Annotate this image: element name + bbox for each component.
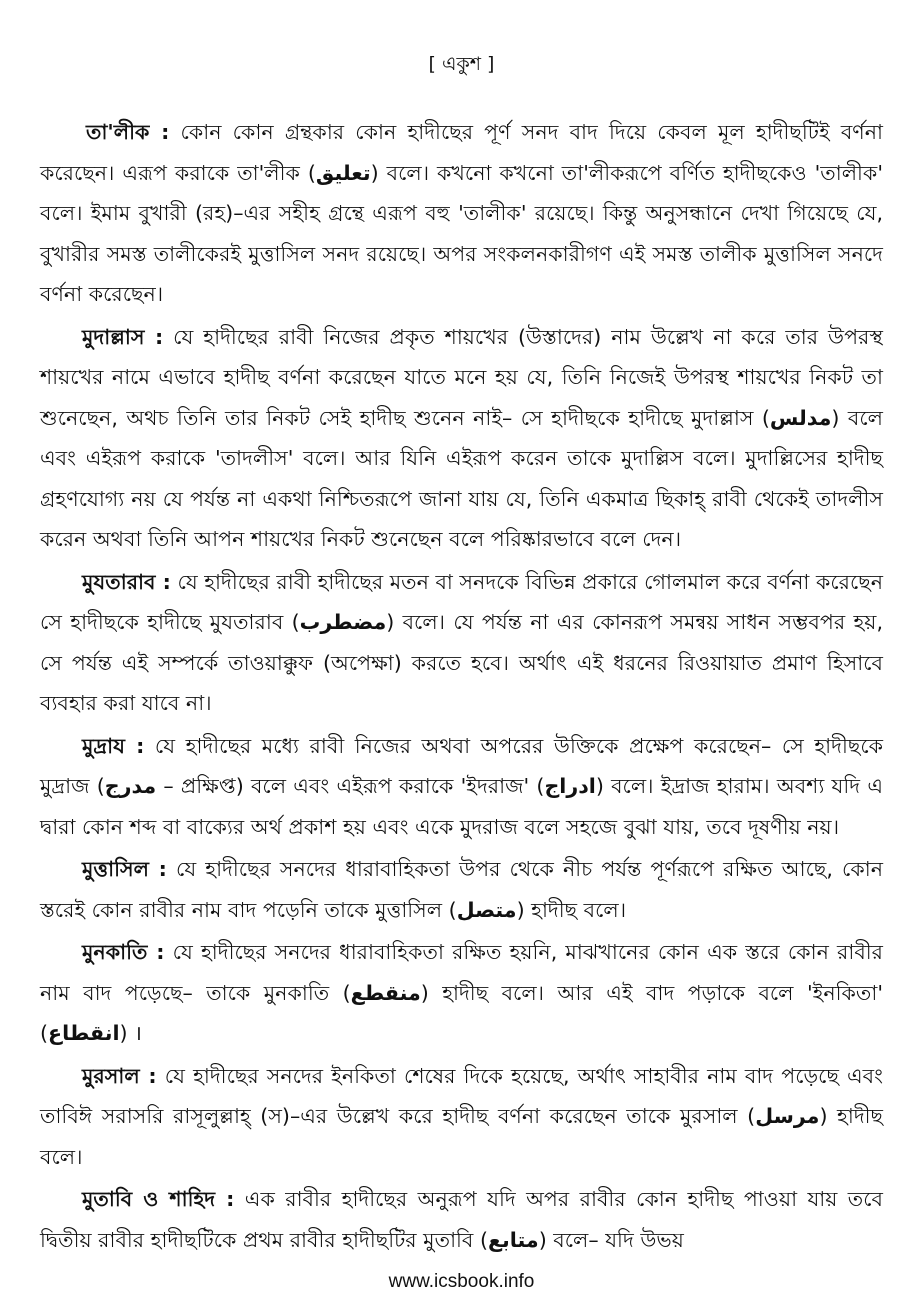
paragraph-text: কোন কোন গ্রন্থকার কোন হাদীছের পূর্ণ সনদ বাদ দিয়ে কেবল মূল হাদীছটিই বর্ণনা করেছেন। এরূপ করাকে তা'লীক ( (40, 120, 883, 185)
term-heading: মুনকাতি : (82, 940, 165, 964)
arabic-term: مدلس (769, 405, 832, 430)
paragraph-munqati (40, 932, 883, 1054)
arabic-term: منقطع (350, 980, 421, 1005)
paragraph-text: ) বলে এবং এইরূপ করাকে 'তাদলীস' বলে। আর যিনি এইরূপ করেন তাকে মুদাল্লিস বলে। মুদাল্লিসের হাদীছ গ্রহণযোগ্য নয় যে পর্যন্ত না একথা নিশ্চিতরূপে জানা যায় যে, তিনি একমাত্র ছিকাহ্ রাবী থেকেই তাদলীস করেন অথবা তিনি আপন শায়খের নিকট শুনেছেন বলে পরিষ্কারভাবে বলে দেন। (40, 405, 883, 551)
paragraph-text: ) বলে। ইদ্রাজ হারাম। অবশ্য যদি এ দ্বারা কোন শব্দ বা বাক্যের অর্থ প্রকাশ হয় এবং একে মুদরাজ বলে সহজে বুঝা যায়, তবে দূষণীয় নয়। (40, 774, 883, 839)
term-heading: মুরসাল : (82, 1063, 157, 1088)
term-heading: মুদাল্লাস : (82, 324, 164, 349)
arabic-term: مضطرب (299, 610, 387, 634)
footer-website: www.icsbook.info (388, 1271, 535, 1292)
term-heading: মুতাবি ও শাহিদ : (82, 1187, 235, 1211)
arabic-term: انقطاع (48, 1021, 120, 1045)
paragraph-text: ) । (119, 1021, 142, 1045)
paragraph-text: ) হাদীছ বলে। (516, 897, 627, 922)
term-heading: মুদ্রায : (82, 733, 145, 758)
page-number-label: [ একুশ ] (428, 53, 495, 75)
paragraph-text: ) হাদীছ বলে। আর এই বাদ পড়াকে বলে 'ইনকিতা' ( (40, 980, 883, 1045)
paragraph-text: যে হাদীছের মধ্যে রাবী নিজের অথবা অপরের উক্তিকে প্রক্ষেপ করেছেন– সে হাদীছকে মুদ্রাজ ( (40, 733, 883, 798)
paragraph-text: যে হাদীছের রাবী হাদীছের মতন বা সনদকে বিভিন্ন প্রকারে গোলমাল করে বর্ণনা করেছেন সে হাদীছকে হাদীছে মুযতারাব ( (40, 569, 884, 634)
paragraph-mursal (40, 1056, 883, 1178)
page-header (0, 50, 923, 82)
paragraph-text: যে হাদীছের সনদের ইনকিতা শেষের দিকে হয়েছে, অর্থাৎ সাহাবীর নাম বাদ পড়েছে এবং তাবিঈ সরাসরি রাসূলুল্লাহ্ (স)–এর উল্লেখ করে হাদীছ বর্ণনা করেছেন তাকে মুরসাল ( (40, 1063, 884, 1128)
paragraph-text: ) বলে। কখনো কখনো তা'লীকরূপে বর্ণিত হাদীছকেও 'তালীক' বলে। ইমাম বুখারী (রহ)–এর সহীহ গ্রন্থে এরূপ বহু 'তালীক' রয়েছে। কিন্তু অনুসন্ধানে দেখা গিয়েছে যে, বুখারীর সমস্ত তালীকেরই মুত্তাসিল সনদ রয়েছে। অপর সংকলনকারীগণ এই সমস্ত তালীক মুত্তাসিল সনদে বর্ণনা করেছেন। (40, 160, 883, 306)
arabic-term: ادراج (544, 774, 596, 798)
arabic-term: مرسل (755, 1104, 820, 1128)
paragraph-text: ) হাদীছ বলে। (40, 1104, 884, 1169)
paragraph-text: যে হাদীছের সনদের ধারাবাহিকতা রক্ষিত হয়নি, মাঝখানের কোন এক স্তরে কোন রাবীর নাম বাদ পড়েছে– তাকে মুনকাতি ( (40, 940, 884, 1005)
term-heading: তা'লীক : (86, 120, 170, 144)
arabic-term: متصل (456, 897, 517, 922)
page-footer (0, 1271, 923, 1293)
arabic-term: تعليق (315, 160, 371, 185)
paragraph-mudtarab (40, 562, 883, 724)
paragraph-text: ) বলে– যদি উভয় (538, 1227, 684, 1252)
arabic-term: متابع (487, 1227, 539, 1252)
paragraph-text: এক রাবীর হাদীছের অনুরূপ যদি অপর রাবীর কোন হাদীছ পাওয়া যায় তবে দ্বিতীয় রাবীর হাদীছটিকে প্রথম রাবীর হাদীছটির মুতাবি ( (40, 1187, 883, 1252)
paragraph-text: যে হাদীছের রাবী নিজের প্রকৃত শায়খের (উস্তাদের) নাম উল্লেখ না করে তার উপরস্থ শায়খের নামে এভাবে হাদীছ বর্ণনা করেছেন যাতে মনে হয় যে, তিনি নিজেই উপরস্থ শায়খের নিকট তা শুনেছেন, অথচ তিনি তার নিকট সেই হাদীছ শুনেন নাই– সে হাদীছকে হাদীছে মুদাল্লাস ( (40, 324, 884, 430)
body-text (40, 112, 883, 1262)
term-heading: মুযতারাব : (82, 569, 171, 594)
paragraph-mudallas (40, 317, 883, 560)
arabic-term: مدرج (104, 774, 157, 798)
paragraph-muttasil (40, 849, 883, 930)
paragraph-text: – প্রক্ষিপ্ত) বলে এবং এইরূপ করাকে 'ইদরাজ' ( (156, 774, 545, 798)
paragraph-text: যে হাদীছের সনদের ধারাবাহিকতা উপর থেকে নীচ পর্যন্ত পূর্ণরূপে রক্ষিত আছে, কোন স্তরেই কোন রাবীর নাম বাদ পড়েনি তাকে মুত্তাসিল ( (40, 857, 883, 922)
paragraph-mutabi-shahid (40, 1179, 883, 1260)
paragraph-text: ) বলে। যে পর্যন্ত না এর কোনরূপ সমন্বয় সাধন সম্ভবপর হয়, সে পর্যন্ত এই সম্পর্কে তাওয়াক্কুফ (অপেক্ষা) করতে হবে। অর্থাৎ এই ধরনের রিওয়ায়াত প্রমাণ হিসাবে ব্যবহার করা যাবে না। (40, 610, 883, 715)
paragraph-taliq (40, 112, 883, 315)
term-heading: মুত্তাসিল : (82, 857, 167, 881)
paragraph-mudraj (40, 726, 883, 848)
